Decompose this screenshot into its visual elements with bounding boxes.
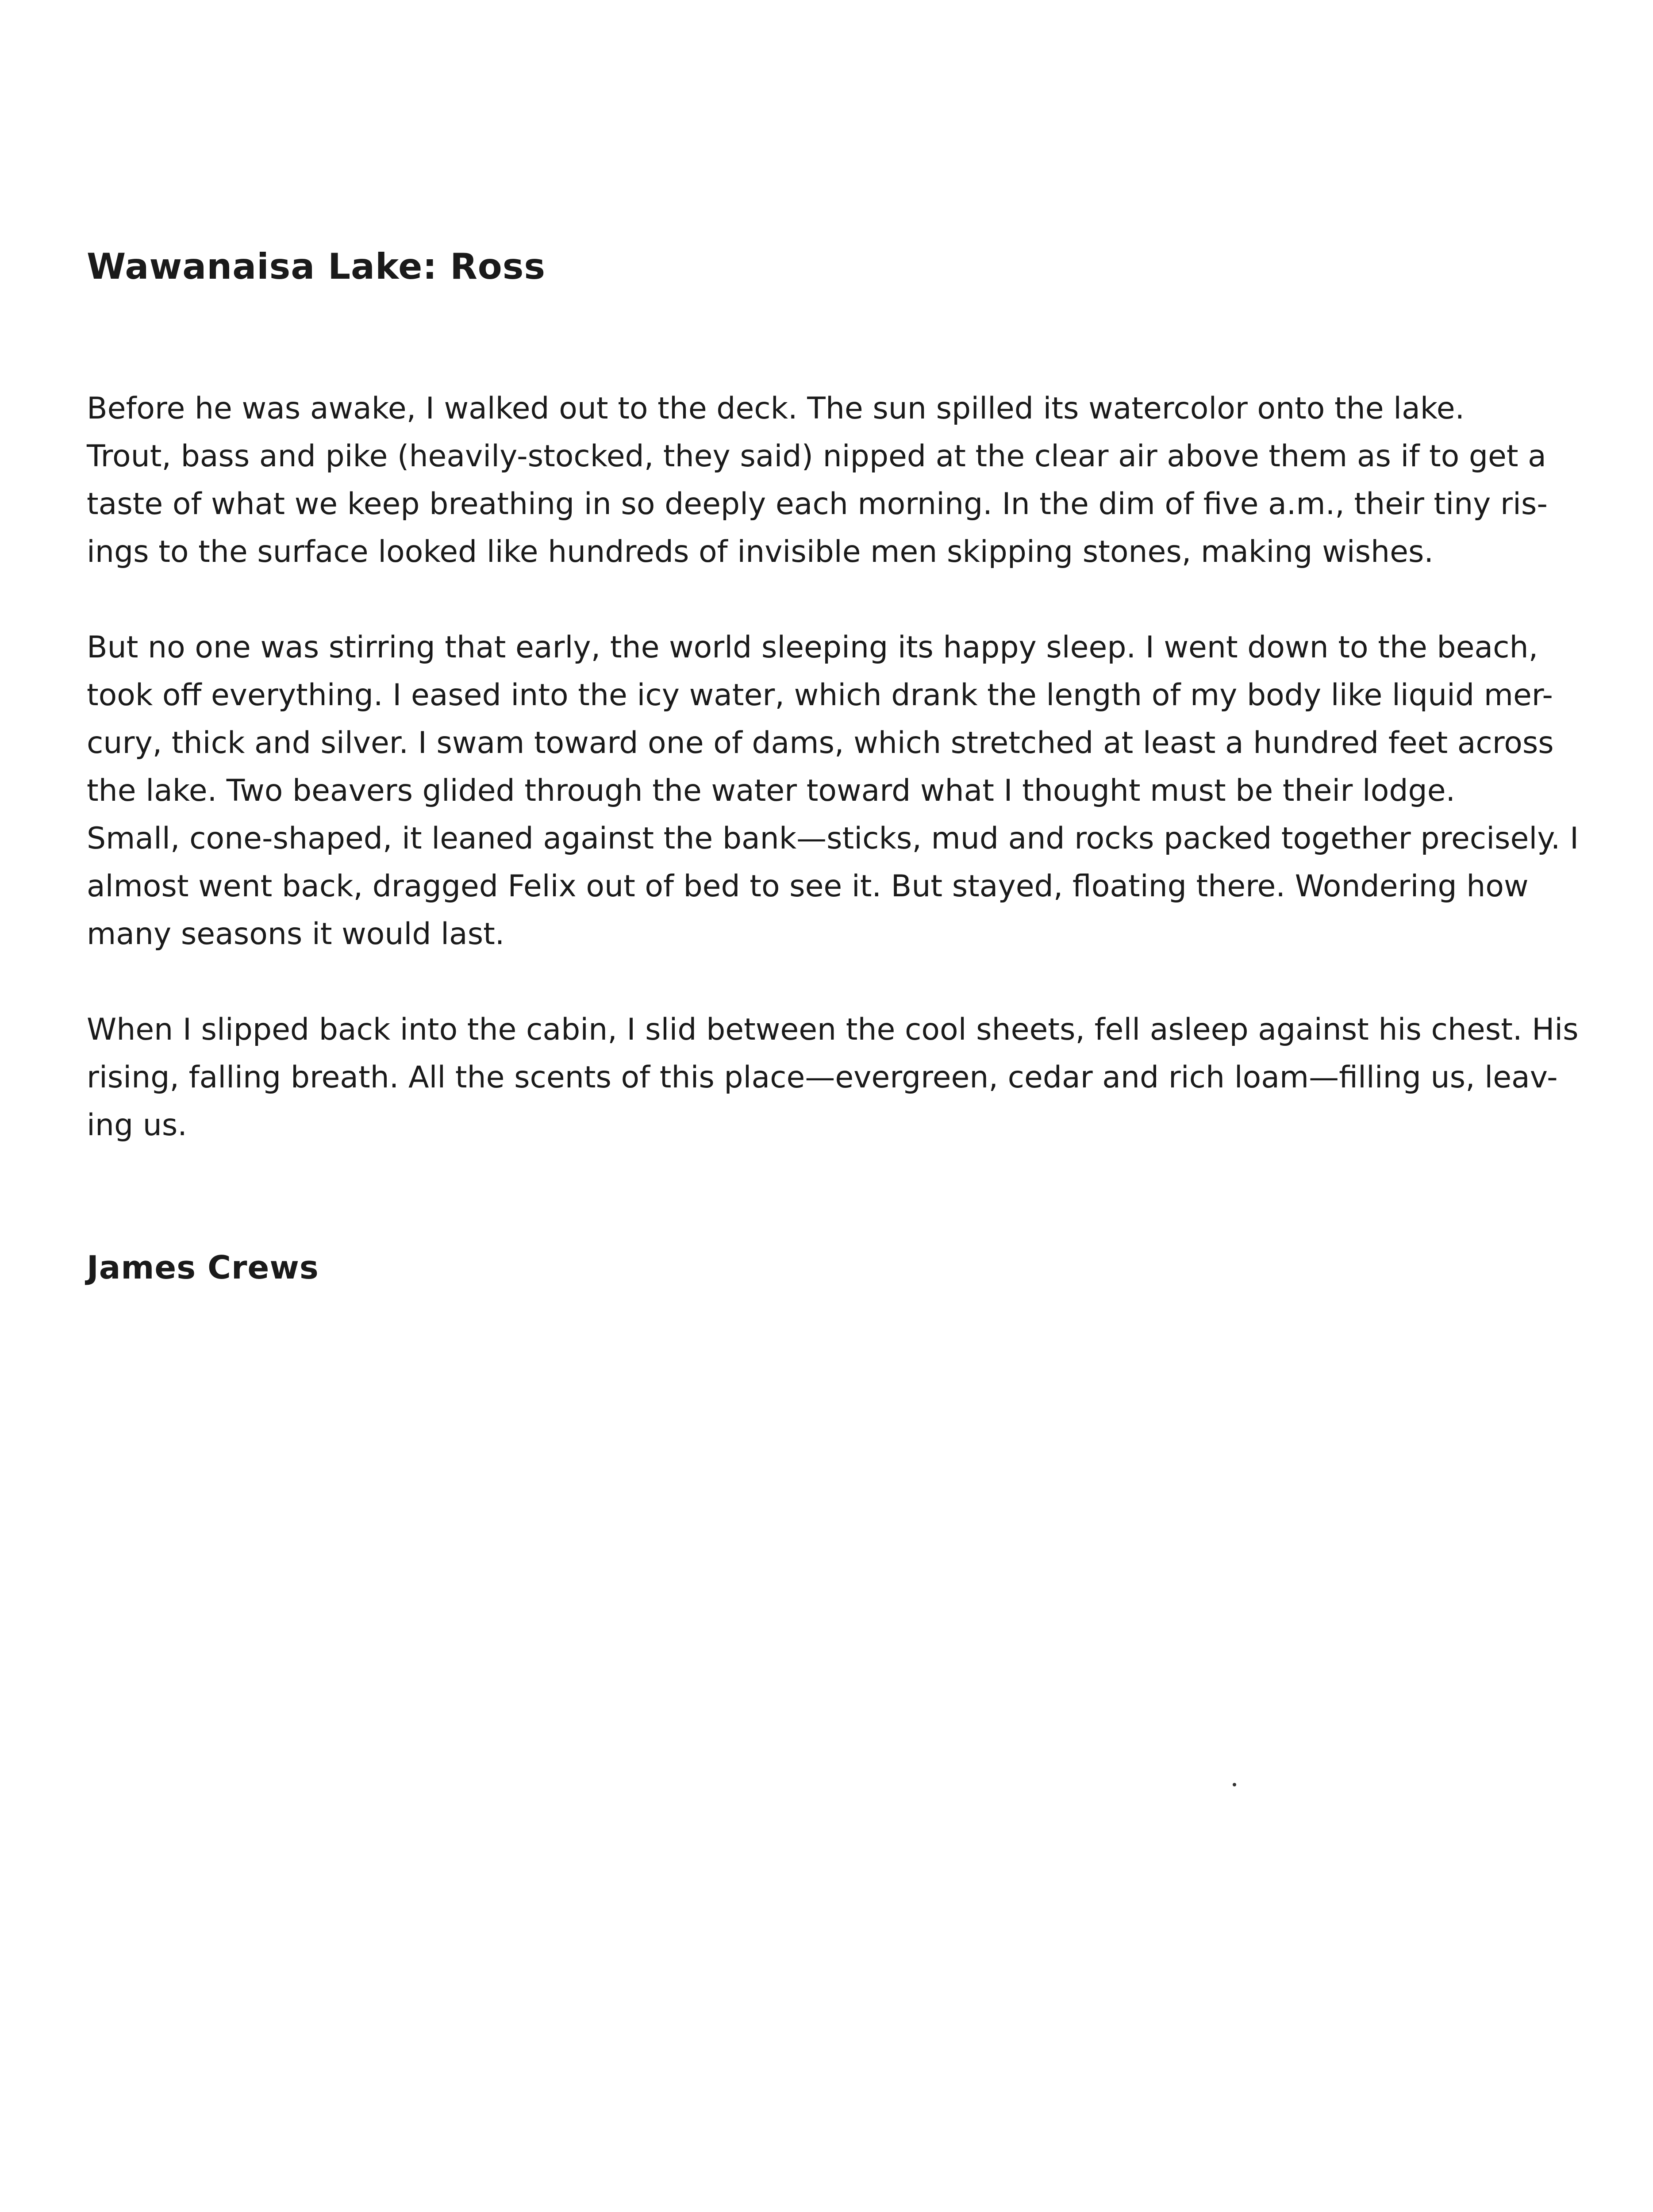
text-line: ing us. [87, 1108, 187, 1143]
text-line: Trout, bass and pike (heavily-stocked, they said) nipped at the clear air above them as if to get a [87, 439, 1546, 474]
paragraph-3 [87, 1006, 1582, 1149]
text-line: When I slipped back into the cabin, I slid between the cool sheets, fell asleep against his chest. His [87, 1012, 1579, 1047]
text-line: But no one was stirring that early, the world sleeping its happy sleep. I went down to the beach, [87, 630, 1538, 665]
paragraph-2 [87, 624, 1582, 958]
text-line: the lake. Two beavers glided through the water toward what I thought must be their lodge. [87, 773, 1456, 808]
paragraph-1 [87, 385, 1582, 576]
text-line: took off everything. I eased into the icy water, which drank the length of my body like liquid mer- [87, 678, 1553, 713]
scan-speck [1233, 1783, 1236, 1786]
text-line: ings to the surface looked like hundreds of invisible men skipping stones, making wishes. [87, 534, 1434, 569]
poem-title: Wawanaisa Lake: Ross [87, 246, 546, 287]
text-line: rising, falling breath. All the scents of this place—evergreen, cedar and rich loam—filling us, leav- [87, 1060, 1558, 1095]
text-line: taste of what we keep breathing in so deeply each morning. In the dim of five a.m., their tiny ris- [87, 487, 1548, 522]
text-line: many seasons it would last. [87, 917, 505, 952]
text-line: cury, thick and silver. I swam toward one of dams, which stretched at least a hundred feet across [87, 726, 1554, 760]
text-line: almost went back, dragged Felix out of bed to see it. But stayed, floating there. Wondering how [87, 869, 1529, 904]
poem-body [87, 385, 1582, 1197]
text-line: Small, cone-shaped, it leaned against the bank—sticks, mud and rocks packed together precisely. I [87, 821, 1579, 856]
author-name: James Crews [87, 1249, 319, 1286]
text-line: Before he was awake, I walked out to the deck. The sun spilled its watercolor onto the lake. [87, 391, 1465, 426]
